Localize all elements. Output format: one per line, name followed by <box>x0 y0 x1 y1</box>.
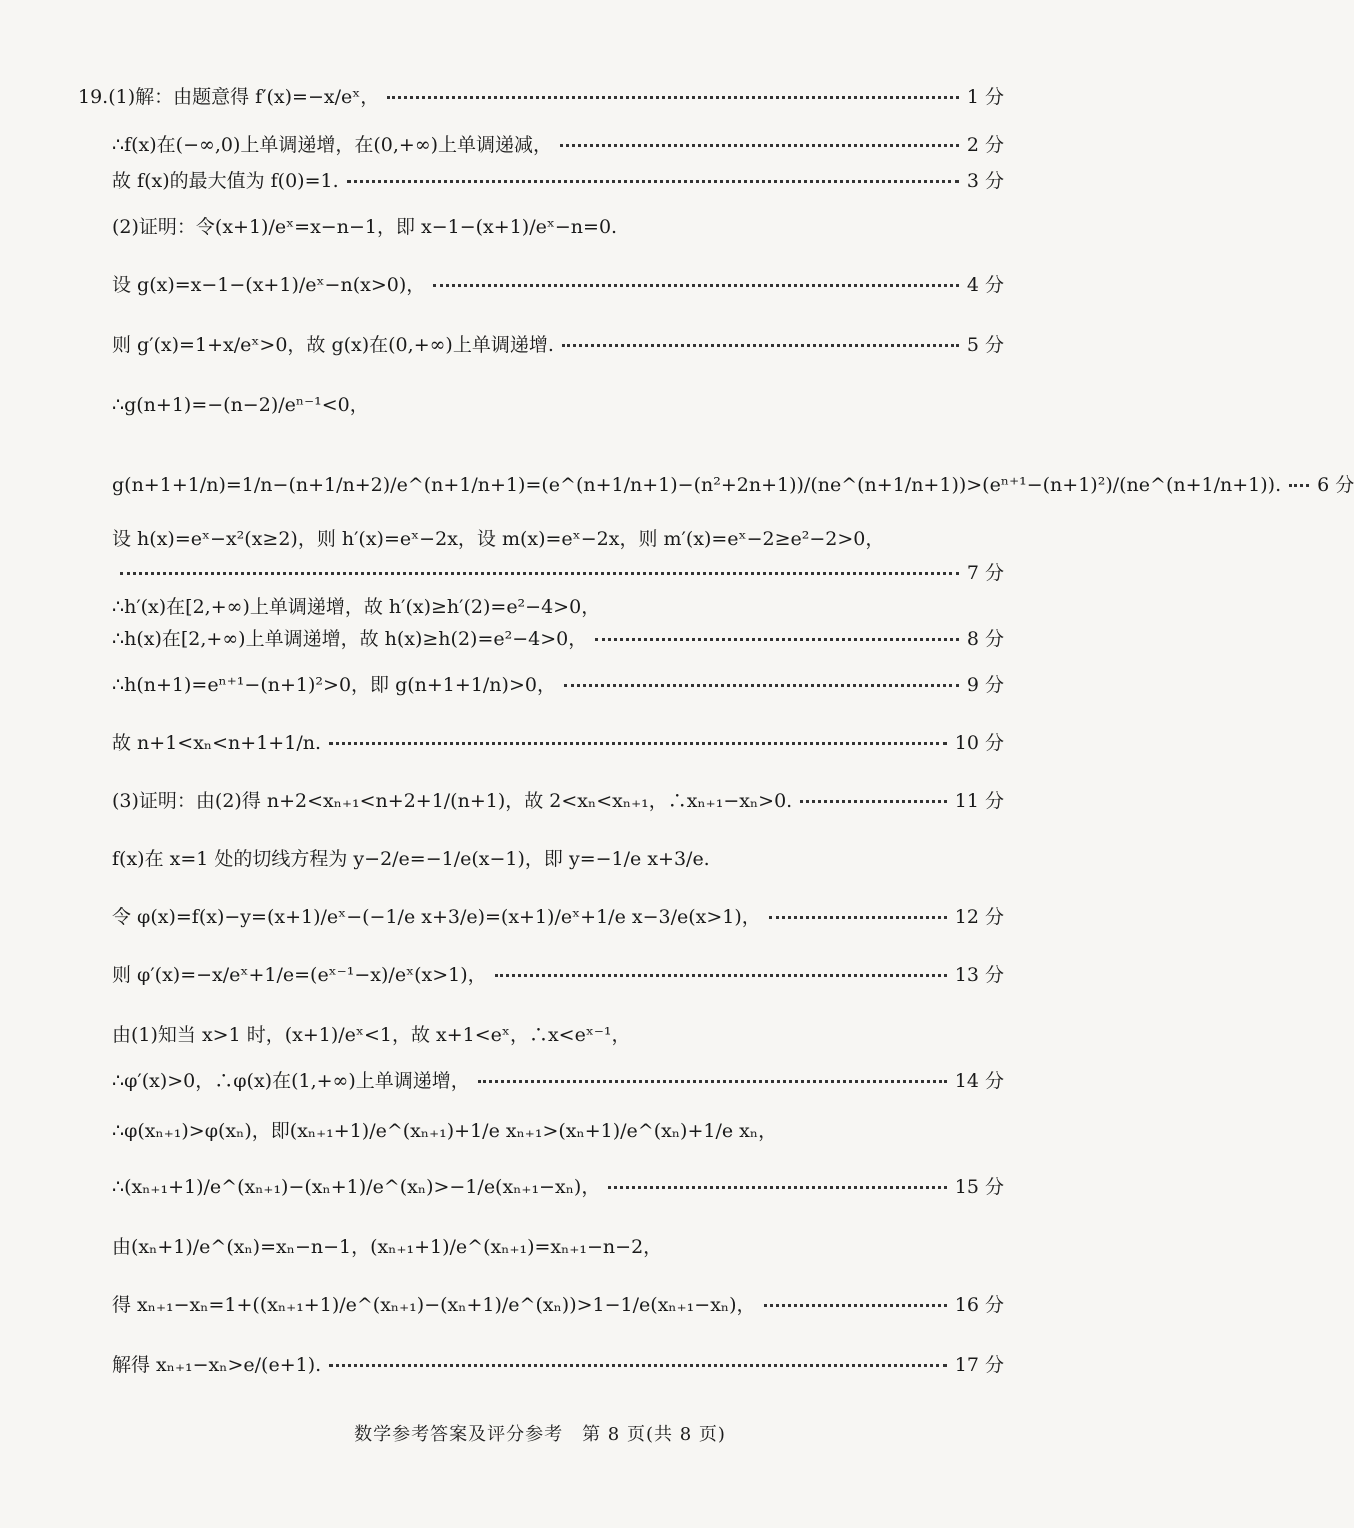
solution-text: g(n+1+1/n)=1/n−(n+1/n+2)/e^(n+1/n+1)=(e^(n+1/n+1)−(n²+2n+1))/(ne^(n+1/n+1))>(eⁿ⁺¹−(n+1)²)/(ne^(n+1/n+1)). <box>112 474 1282 496</box>
score-label: 1 分 <box>966 86 1004 108</box>
solution-line <box>112 792 1004 811</box>
solution-text: 设 h(x)=eˣ−x²(x≥2)，则 h′(x)=eˣ−2x，设 m(x)=eˣ−2x，则 m′(x)=eˣ−2≥e²−2>0， <box>112 528 885 550</box>
solution-text: 解得 xₙ₊₁−xₙ>e/(e+1). <box>112 1354 322 1376</box>
solution-line <box>112 908 1004 927</box>
solution-line <box>112 966 1004 985</box>
dot-leader <box>495 974 947 977</box>
solution-line <box>112 1296 1004 1315</box>
solution-text: ∴g(n+1)=−(n−2)/eⁿ⁻¹<0， <box>112 394 369 416</box>
score-label: 15 分 <box>954 1176 1004 1198</box>
solution-line <box>112 734 1004 753</box>
score-label: 12 分 <box>954 906 1004 928</box>
solution-line <box>112 474 1354 496</box>
dot-leader <box>560 144 959 147</box>
score-label: 11 分 <box>954 790 1004 812</box>
score-label: 2 分 <box>966 134 1004 156</box>
solution-text: 故 n+1<xₙ<n+1+1/n. <box>112 732 321 754</box>
solution-line <box>112 1238 1004 1257</box>
solution-line <box>112 336 1004 355</box>
score-label: 9 分 <box>966 674 1004 696</box>
solution-line <box>112 396 1004 415</box>
score-label: 5 分 <box>966 334 1004 356</box>
dot-leader <box>329 742 947 745</box>
solution-text: 则 g′(x)=1+x/eˣ>0，故 g(x)在(0,+∞)上单调递增. <box>112 334 554 356</box>
solution-line <box>78 88 1004 107</box>
page-footer: 数学参考答案及评分参考 第 8 页(共 8 页) <box>354 1424 726 1445</box>
score-label: 14 分 <box>954 1070 1004 1092</box>
solution-line <box>112 598 1004 617</box>
solution-line <box>112 172 1004 191</box>
solution-line <box>112 630 1004 649</box>
dot-leader <box>800 800 947 803</box>
solution-line <box>112 1178 1004 1197</box>
score-label: 8 分 <box>966 628 1004 650</box>
solution-line <box>112 136 1004 155</box>
dot-leader <box>329 1364 947 1367</box>
solution-text: ∴f(x)在(−∞,0)上单调递增，在(0,+∞)上单调递减， <box>112 134 553 156</box>
dot-leader <box>764 1304 947 1307</box>
solution-line <box>112 1026 1004 1045</box>
solution-text: 令 φ(x)=f(x)−y=(x+1)/eˣ−(−1/e x+3/e)=(x+1)/eˣ+1/e x−3/e(x>1)， <box>112 906 761 928</box>
solution-text: 设 g(x)=x−1−(x+1)/eˣ−n(x>0)， <box>112 274 426 296</box>
solution-text: ∴φ′(x)>0，∴φ(x)在(1,+∞)上单调递增， <box>112 1070 470 1092</box>
solution-line <box>112 1072 1004 1091</box>
dot-leader <box>1289 484 1309 487</box>
dot-leader <box>347 180 959 183</box>
score-label: 6 分 <box>1317 474 1354 496</box>
solution-text: 19.(1)解：由题意得 f′(x)=−x/eˣ， <box>78 86 380 108</box>
solution-line <box>112 564 1004 583</box>
solution-text: 得 xₙ₊₁−xₙ=1+((xₙ₊₁+1)/e^(xₙ₊₁)−(xₙ+1)/e^(xₙ))>1−1/e(xₙ₊₁−xₙ)， <box>112 1294 756 1316</box>
solution-text: ∴h′(x)在[2,+∞)上单调递增，故 h′(x)≥h′(2)=e²−4>0， <box>112 596 601 618</box>
solution-text: ∴h(n+1)=eⁿ⁺¹−(n+1)²>0，即 g(n+1+1/n)>0， <box>112 674 556 696</box>
score-label: 16 分 <box>954 1294 1004 1316</box>
dot-leader <box>478 1080 947 1083</box>
score-label: 7 分 <box>966 562 1004 584</box>
solution-line <box>112 530 1004 549</box>
score-label: 17 分 <box>954 1354 1004 1376</box>
solution-text: 由(xₙ+1)/e^(xₙ)=xₙ−n−1，(xₙ₊₁+1)/e^(xₙ₊₁)=xₙ₊₁−n−2， <box>112 1236 663 1258</box>
solution-line <box>112 676 1004 695</box>
solution-text: f(x)在 x=1 处的切线方程为 y−2/e=−1/e(x−1)，即 y=−1/e x+3/e. <box>112 848 710 870</box>
score-label: 10 分 <box>954 732 1004 754</box>
dot-leader <box>769 916 947 919</box>
score-label: 4 分 <box>966 274 1004 296</box>
solution-line <box>112 276 1004 295</box>
solution-line <box>112 850 1004 869</box>
solution-line <box>112 1122 1004 1141</box>
solution-text: ∴(xₙ₊₁+1)/e^(xₙ₊₁)−(xₙ+1)/e^(xₙ)>−1/e(xₙ₊₁−xₙ)， <box>112 1176 601 1198</box>
solution-text: (3)证明：由(2)得 n+2<xₙ₊₁<n+2+1/(n+1)，故 2<xₙ<xₙ₊₁，∴xₙ₊₁−xₙ>0. <box>112 790 793 812</box>
dot-leader <box>387 96 959 99</box>
solution-text: ∴h(x)在[2,+∞)上单调递增，故 h(x)≥h(2)=e²−4>0， <box>112 628 588 650</box>
solution-text: (2)证明：令(x+1)/eˣ=x−n−1，即 x−1−(x+1)/eˣ−n=0. <box>112 216 618 238</box>
solution-line <box>112 1356 1004 1375</box>
dot-leader <box>433 284 959 287</box>
solution-line <box>112 218 1004 237</box>
dot-leader <box>562 344 959 347</box>
dot-leader <box>595 638 959 641</box>
dot-leader <box>608 1186 946 1189</box>
score-label: 3 分 <box>966 170 1004 192</box>
solution-text: ∴φ(xₙ₊₁)>φ(xₙ)，即(xₙ₊₁+1)/e^(xₙ₊₁)+1/e xₙ₊₁>(xₙ+1)/e^(xₙ)+1/e xₙ， <box>112 1120 778 1142</box>
dot-leader <box>120 572 959 575</box>
solution-text: 故 f(x)的最大值为 f(0)=1. <box>112 170 339 192</box>
score-label: 13 分 <box>954 964 1004 986</box>
solution-text: 则 φ′(x)=−x/eˣ+1/e=(eˣ⁻¹−x)/eˣ(x>1)， <box>112 964 487 986</box>
solution-text: 由(1)知当 x>1 时，(x+1)/eˣ<1，故 x+1<eˣ，∴x<eˣ⁻¹， <box>112 1024 631 1046</box>
dot-leader <box>564 684 959 687</box>
